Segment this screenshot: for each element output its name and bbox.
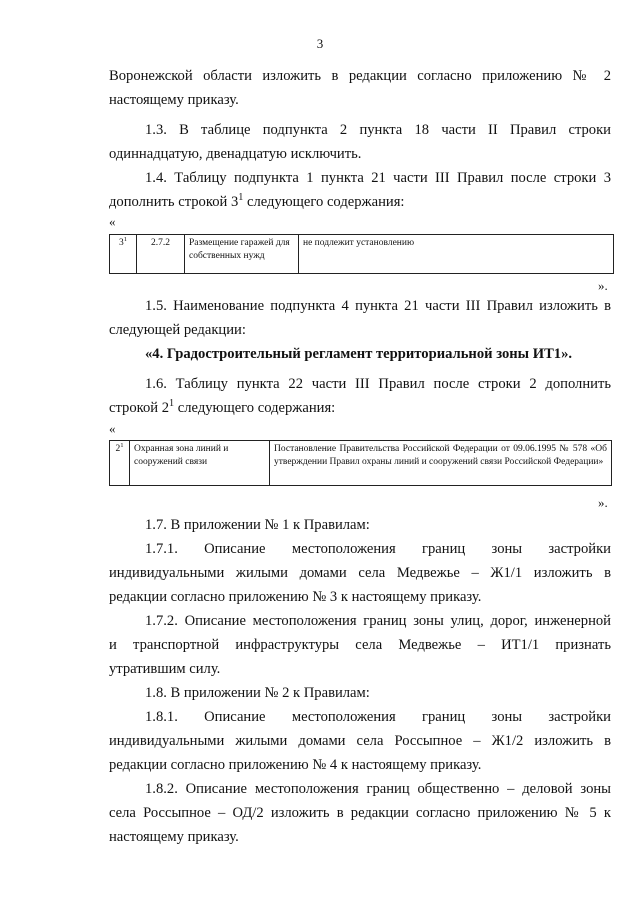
paragraph-line: и транспортной инфраструктуры села Медвежье – ИТ1/1 признать bbox=[109, 637, 611, 653]
paragraph-line: настоящему приказу. bbox=[109, 92, 239, 108]
paragraph-line: 1.8.2. Описание местоположения границ общественно – деловой зоны bbox=[145, 781, 611, 797]
paragraph-line: редакции согласно приложению № 3 к настоящему приказу. bbox=[109, 589, 482, 605]
table-zone-garages bbox=[109, 234, 614, 274]
paragraph-line: одиннадцатую, двенадцатую исключить. bbox=[109, 146, 362, 162]
row-name: Размещение гаражей для собственных нужд bbox=[185, 235, 299, 274]
table-row bbox=[110, 235, 614, 274]
row-code: 2.7.2 bbox=[137, 235, 185, 274]
paragraph-line: 1.7.2. Описание местоположения границ зоны улиц, дорог, инженерной bbox=[145, 613, 611, 629]
close-quote: ». bbox=[598, 278, 608, 293]
paragraph-line: индивидуальными жилыми домами села Россыпное – Ж1/2 изложить в bbox=[109, 733, 611, 749]
row-value: Постановление Правительства Российской Федерации от 09.06.1995 № 578 «Об утверждении Правил охраны линий и сооружений связи Российской Федерации» bbox=[270, 441, 612, 486]
paragraph-line: Воронежской области изложить в редакции согласно приложению № 2 bbox=[109, 68, 611, 84]
table-row bbox=[110, 441, 612, 486]
row-value: не подлежит установлению bbox=[299, 235, 614, 274]
paragraph-line: 1.7. В приложении № 1 к Правилам: bbox=[145, 517, 370, 533]
page-number: 3 bbox=[316, 36, 324, 51]
open-quote: « bbox=[109, 214, 116, 229]
open-quote: « bbox=[109, 421, 116, 436]
regulation-heading: «4. Градостроительный регламент территориальной зоны ИТ1». bbox=[145, 346, 573, 362]
paragraph-line: 1.3. В таблице подпункта 2 пункта 18 части II Правил строки bbox=[145, 122, 611, 138]
paragraph-line: следующей редакции: bbox=[109, 322, 246, 338]
paragraph-line: настоящему приказу. bbox=[109, 829, 239, 845]
row-number: $3^1$ bbox=[110, 235, 137, 274]
paragraph-line: 1.5. Наименование подпункта 4 пункта 21 части III Правил изложить в bbox=[145, 298, 611, 314]
paragraph-line: редакции согласно приложению № 4 к настоящему приказу. bbox=[109, 757, 482, 773]
paragraph-line: 1.8. В приложении № 2 к Правилам: bbox=[145, 685, 370, 701]
paragraph-line: села Россыпное – ОД/2 изложить в редакции согласно приложению № 5 к bbox=[109, 805, 611, 821]
paragraph-line: утратившим силу. bbox=[109, 661, 221, 677]
row-number: $2^1$ bbox=[110, 441, 130, 486]
paragraph-line: 1.4. Таблицу подпункта 1 пункта 21 части III Правил после строки 3 bbox=[145, 170, 611, 186]
close-quote: ». bbox=[598, 495, 608, 510]
row-name: Охранная зона линий и сооружений связи bbox=[130, 441, 270, 486]
paragraph-line: индивидуальными жилыми домами села Медвежье – Ж1/1 изложить в bbox=[109, 565, 611, 581]
table-communication-zone bbox=[109, 440, 612, 486]
paragraph-line: дополнить строкой $3^1$ следующего содержания: bbox=[109, 192, 405, 210]
paragraph-line: 1.6. Таблицу пункта 22 части III Правил после строки 2 дополнить bbox=[145, 376, 611, 392]
paragraph-line: 1.8.1. Описание местоположения границ зоны застройки bbox=[145, 709, 611, 725]
paragraph-line: строкой $2^1$ следующего содержания: bbox=[109, 398, 336, 416]
paragraph-line: 1.7.1. Описание местоположения границ зоны застройки bbox=[145, 541, 611, 557]
